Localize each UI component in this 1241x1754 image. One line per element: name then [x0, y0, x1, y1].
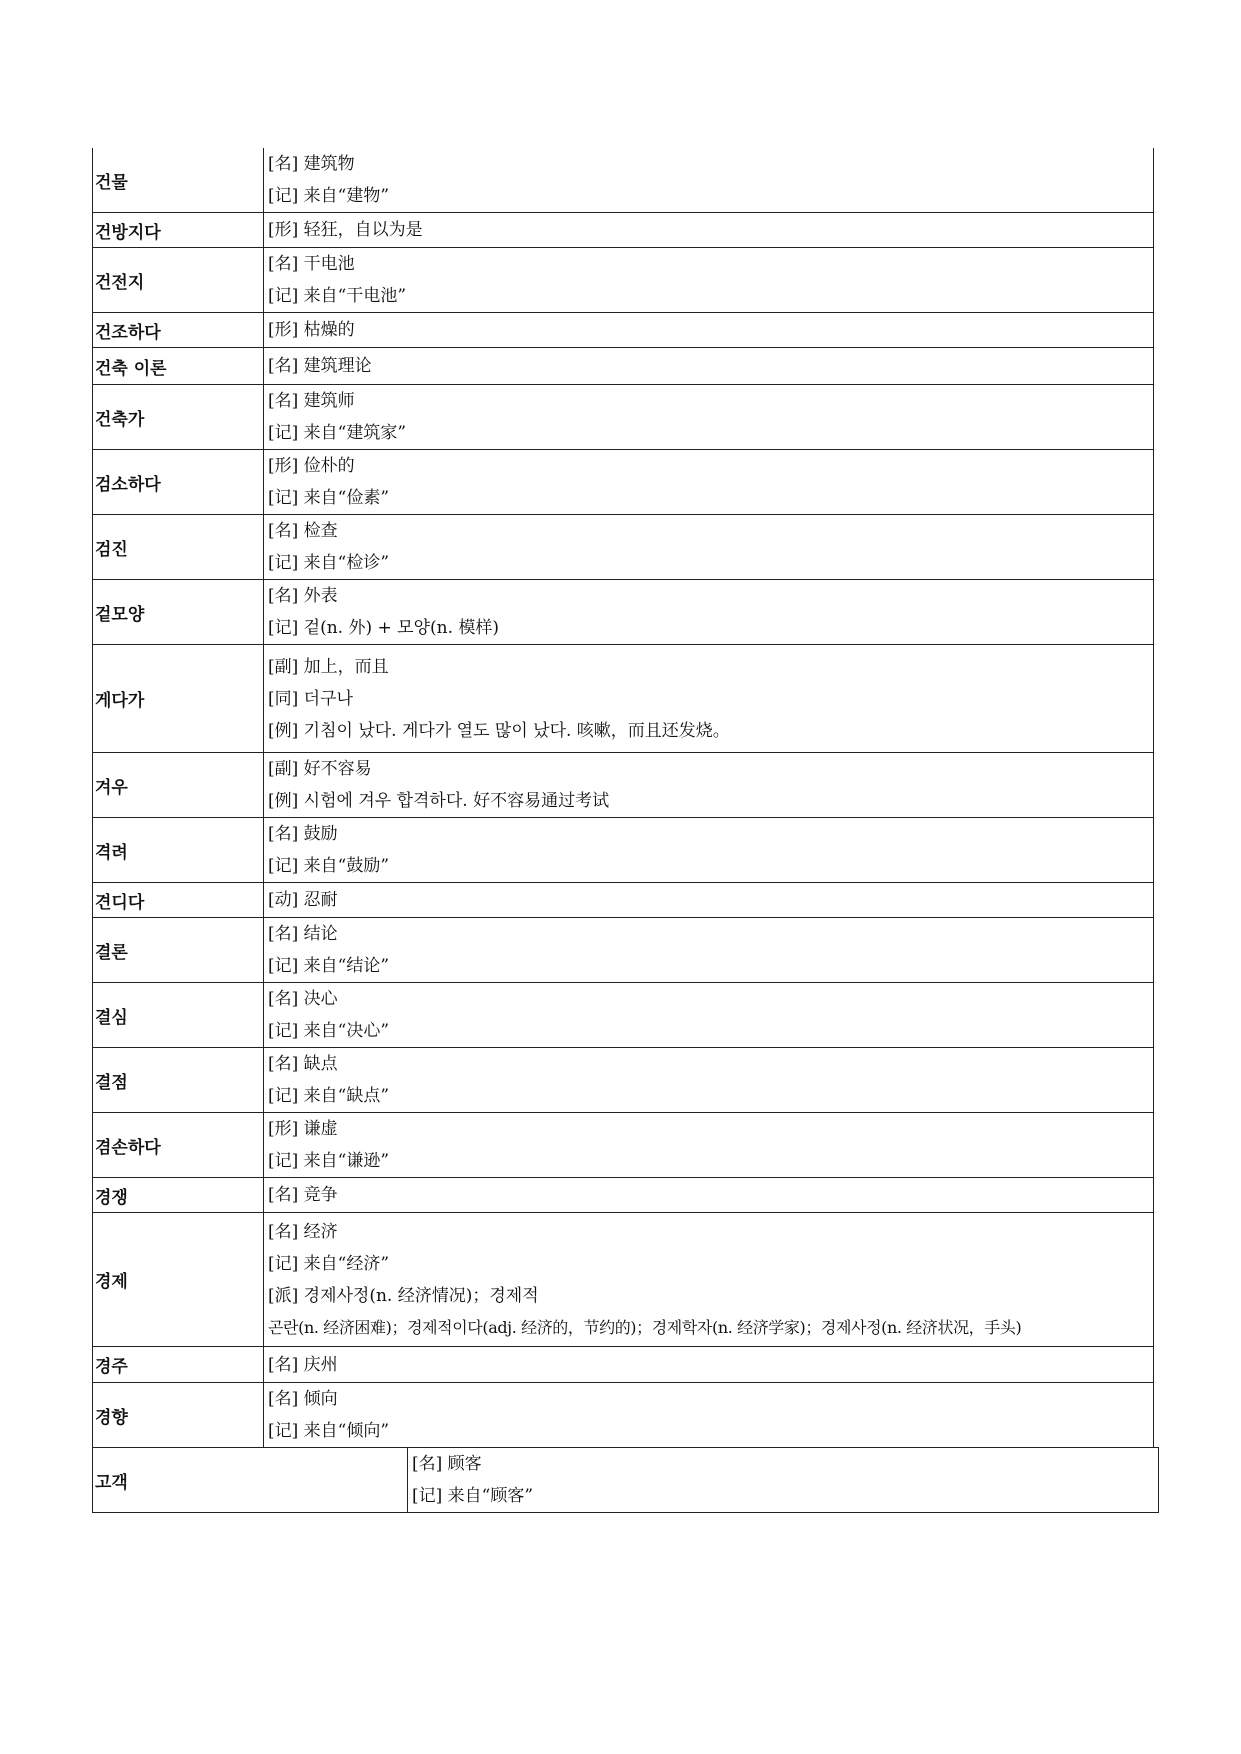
entry-definition: [264, 213, 1154, 248]
table-row: [93, 148, 1154, 213]
definition-line: [记] 来自“建筑家”: [268, 423, 407, 443]
table-row: [93, 580, 1154, 645]
definition-line: [记] 来自“谦逊”: [268, 1151, 390, 1171]
table-row: [93, 450, 1154, 515]
entry-word: 경제: [93, 1213, 264, 1347]
entry-definition: [264, 348, 1154, 385]
definition-line: [例] 시험에 겨우 합격하다. 好不容易通过考试: [268, 791, 610, 811]
definition-line: [名] 决心: [268, 989, 338, 1009]
entry-word: 검소하다: [93, 450, 264, 515]
definition-line: [记] 来自“经济”: [268, 1253, 390, 1274]
table-row: [93, 983, 1154, 1048]
entry-definition: [264, 983, 1154, 1048]
definition-line: [记] 来自“建物”: [268, 186, 390, 206]
entry-definition: [264, 313, 1154, 348]
definition-line: [名] 竞争: [268, 1185, 338, 1205]
table-row: [93, 1048, 1154, 1113]
definition-line: [名] 建筑物: [268, 154, 355, 174]
definition-line: [例] 기침이 났다. 게다가 열도 많이 났다. 咳嗽，而且还发烧。: [268, 720, 730, 741]
entry-definition: [264, 883, 1154, 918]
entry-word: 경쟁: [93, 1178, 264, 1213]
definition-line: [记] 来自“倾向”: [268, 1421, 390, 1441]
table-row: [93, 1347, 1154, 1383]
table-row: [93, 1213, 1154, 1347]
entry-word: 건방지다: [93, 213, 264, 248]
definition-line: [记] 겉(n. 外) + 모양(n. 模样): [268, 618, 500, 638]
definition-line: [名] 外表: [268, 586, 338, 606]
definition-line: [名] 倾向: [268, 1389, 338, 1409]
table-row: [93, 818, 1154, 883]
table-row: [93, 1383, 1154, 1448]
definition-line: [名] 鼓励: [268, 824, 338, 844]
entry-definition: [264, 753, 1154, 818]
entry-definition: [264, 248, 1154, 313]
entry-word: 겸손하다: [93, 1113, 264, 1178]
entry-definition: [264, 148, 1154, 213]
definition-line: [同] 더구나: [268, 688, 353, 709]
definition-line: [名] 经济: [268, 1221, 338, 1242]
definition-line: 곤란(n. 经济困难)；경제적이다(adj. 经济的，节约的)；경제학자(n. 经济学家)；경제사정(n. 经济状况，手头): [268, 1317, 1022, 1337]
definition-line: [记] 来自“俭素”: [268, 488, 390, 508]
vocabulary-table: [92, 148, 1154, 1448]
table-row: [93, 213, 1154, 248]
definition-line: [记] 来自“干电池”: [268, 286, 407, 306]
entry-definition: [264, 1113, 1154, 1178]
entry-word: 검진: [93, 515, 264, 580]
entry-word: 격려: [93, 818, 264, 883]
table-row: [93, 1178, 1154, 1213]
definition-line: [名] 顾客: [412, 1454, 482, 1474]
definition-line: [副] 好不容易: [268, 759, 372, 779]
definition-line: [动] 忍耐: [268, 890, 338, 910]
table-row: [93, 883, 1154, 918]
table-row: [93, 753, 1154, 818]
definition-line: [记] 来自“决心”: [268, 1021, 390, 1041]
entry-definition: [264, 918, 1154, 983]
definition-line: [形] 俭朴的: [268, 456, 355, 476]
entry-definition: [264, 645, 1154, 753]
entry-word: 결론: [93, 918, 264, 983]
entry-word: 경주: [93, 1347, 264, 1383]
entry-definition: [264, 450, 1154, 515]
table-row: [93, 918, 1154, 983]
definition-line: [记] 来自“结论”: [268, 956, 390, 976]
entry-definition: [264, 385, 1154, 450]
definition-line: [派] 경제사정(n. 经济情况)；경제적: [268, 1285, 539, 1306]
entry-word: 겉모양: [93, 580, 264, 645]
definition-line: [名] 结论: [268, 924, 338, 944]
entry-definition: [264, 818, 1154, 883]
entry-word: 결심: [93, 983, 264, 1048]
entry-word: 경향: [93, 1383, 264, 1448]
entry-word: 건조하다: [93, 313, 264, 348]
entry-definition: [264, 1178, 1154, 1213]
definition-line: [记] 来自“缺点”: [268, 1086, 390, 1106]
definition-line: [名] 缺点: [268, 1054, 338, 1074]
vocabulary-page: [92, 148, 1155, 1513]
entry-definition: [264, 515, 1154, 580]
entry-definition: [264, 1213, 1154, 1347]
table-row: [93, 1448, 1159, 1513]
entry-word: 겨우: [93, 753, 264, 818]
entry-definition: [264, 1347, 1154, 1383]
entry-definition: [264, 1383, 1154, 1448]
table-row: [93, 1113, 1154, 1178]
entry-word: 건물: [93, 148, 264, 213]
definition-line: [名] 庆州: [268, 1354, 338, 1375]
definition-line: [记] 来自“鼓励”: [268, 856, 390, 876]
entry-definition: [408, 1448, 1159, 1513]
entry-word: 게다가: [93, 645, 264, 753]
definition-line: [名] 检查: [268, 521, 338, 541]
vocabulary-table-last: [92, 1447, 1159, 1513]
table-row: [93, 313, 1154, 348]
definition-line: [副] 加上，而且: [268, 656, 389, 677]
definition-line: [名] 建筑理论: [268, 356, 372, 376]
entry-definition: [264, 1048, 1154, 1113]
definition-line: [形] 轻狂，自以为是: [268, 220, 423, 240]
entry-word: 고객: [93, 1448, 408, 1513]
table-row: [93, 248, 1154, 313]
entry-word: 건축가: [93, 385, 264, 450]
table-row: [93, 515, 1154, 580]
table-row: [93, 645, 1154, 753]
definition-line: [记] 来自“检诊”: [268, 553, 390, 573]
entry-word: 건축 이론: [93, 348, 264, 385]
entry-word: 견디다: [93, 883, 264, 918]
table-row: [93, 348, 1154, 385]
entry-definition: [264, 580, 1154, 645]
definition-line: [名] 建筑师: [268, 391, 355, 411]
entry-word: 결점: [93, 1048, 264, 1113]
definition-line: [名] 干电池: [268, 254, 355, 274]
definition-line: [形] 谦虚: [268, 1119, 338, 1139]
definition-line: [记] 来自“顾客”: [412, 1486, 534, 1506]
definition-line: [形] 枯燥的: [268, 320, 355, 340]
entry-word: 건전지: [93, 248, 264, 313]
table-row: [93, 385, 1154, 450]
